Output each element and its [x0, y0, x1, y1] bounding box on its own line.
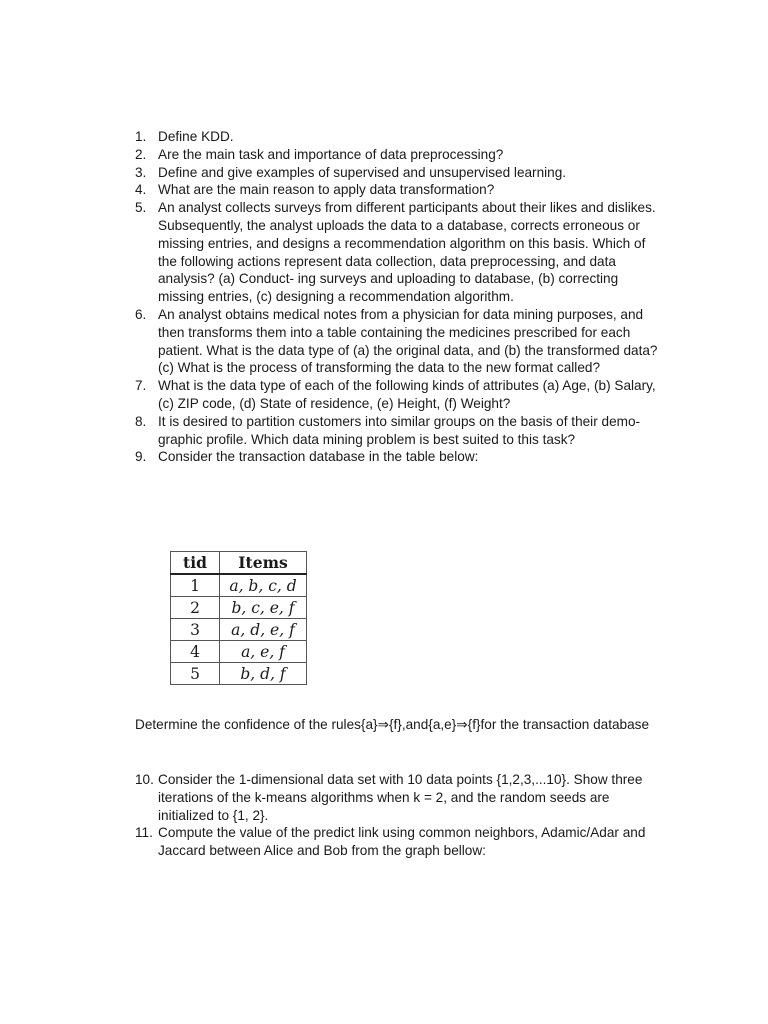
cell-tid: 1: [171, 574, 220, 597]
cell-items: a, e, f: [220, 641, 307, 663]
question-number: 11.: [135, 825, 153, 841]
column-header-items: Items: [220, 552, 307, 575]
question-text: Define KDD.: [158, 129, 234, 144]
question-item: [135, 377, 665, 413]
cell-items: b, c, e, f: [220, 597, 307, 619]
question-text: Consider the transaction database in the table below:: [158, 449, 479, 465]
question-item: [135, 306, 665, 377]
question-number: 8.: [135, 413, 147, 429]
confidence-question-text: Determine the confidence of the rules{a}⇒{f},and{a,e}⇒{f}for the transaction database: [135, 717, 650, 732]
question-item: [135, 128, 665, 146]
question-text: Define and give examples of supervised and unsupervised learning.: [158, 164, 567, 180]
transaction-table: [170, 551, 307, 685]
question-text: What are the main reason to apply data transformation?: [158, 182, 495, 198]
question-text: Are the main task and importance of data preprocessing?: [158, 146, 504, 162]
question-number: 3.: [135, 164, 147, 180]
question-number: 7.: [135, 378, 147, 394]
question-list-continued: [135, 771, 665, 860]
cell-tid: 3: [171, 619, 220, 641]
question-number: 5.: [135, 200, 147, 216]
table-row: [171, 619, 307, 641]
question-number: 1.: [135, 129, 147, 144]
question-text: An analyst collects surveys from different participants about their likes and dislikes. Subsequently, the analyst uploads the data to a database, corrects erroneous or missing entries, and designs a recommendation algorithm on this basis. Which of the following actions represent data collection, data preprocessing, and data analysis? (a) Conduct- ing surveys and uploading to database, (b) correcting missing entries, (c) designing a recommendation algorithm.: [158, 200, 656, 305]
question-text: An analyst obtains medical notes from a physician for data mining purposes, and then transforms them into a table containing the medicines prescribed for each patient. What is the data type of (a) the original data, and (b) the transformed data? (c) What is the process of transforming the data to the new format called?: [158, 306, 658, 376]
question-number: 9.: [135, 449, 147, 465]
question-number: 2.: [135, 146, 147, 162]
table-row: [171, 597, 307, 619]
question-text: Consider the 1-dimensional data set with 10 data points {1,2,3,...10}. Show three iterations of the k-means algorithms when k = 2, and the random seeds are initialized to {1, 2}.: [158, 772, 643, 823]
cell-items: b, d, f: [220, 663, 307, 685]
question-text: What is the data type of each of the following kinds of attributes (a) Age, (b) Salary, (c) ZIP code, (d) State of residence, (e) Height, (f) Weight?: [158, 378, 656, 411]
table-row: [171, 574, 307, 597]
question-number: 6.: [135, 306, 147, 322]
question-list: [135, 128, 665, 466]
question-number: 4.: [135, 182, 147, 198]
cell-tid: 2: [171, 597, 220, 619]
column-header-tid: tid: [171, 552, 220, 575]
table-header-row: [171, 552, 307, 575]
table-row: [171, 641, 307, 663]
question-item: [135, 413, 665, 449]
question-item: [135, 146, 665, 164]
cell-tid: 5: [171, 663, 220, 685]
question-item: [135, 448, 665, 466]
question-item: [135, 824, 665, 860]
cell-items: a, b, c, d: [220, 574, 307, 597]
transaction-table-wrapper: [170, 551, 307, 685]
question-text: It is desired to partition customers into similar groups on the basis of their demo- graphic profile. Which data mining problem is best suited to this task?: [158, 413, 641, 447]
cell-tid: 4: [171, 641, 220, 663]
table-row: [171, 663, 307, 685]
question-item: [135, 181, 665, 199]
question-text: Compute the value of the predict link using common neighbors, Adamic/Adar and Jaccard between Alice and Bob from the graph bellow:: [158, 825, 646, 859]
question-item: [135, 164, 665, 182]
question-item: [135, 199, 665, 306]
question-item: [135, 771, 665, 824]
cell-items: a, d, e, f: [220, 619, 307, 641]
question-number: 10.: [135, 772, 154, 787]
